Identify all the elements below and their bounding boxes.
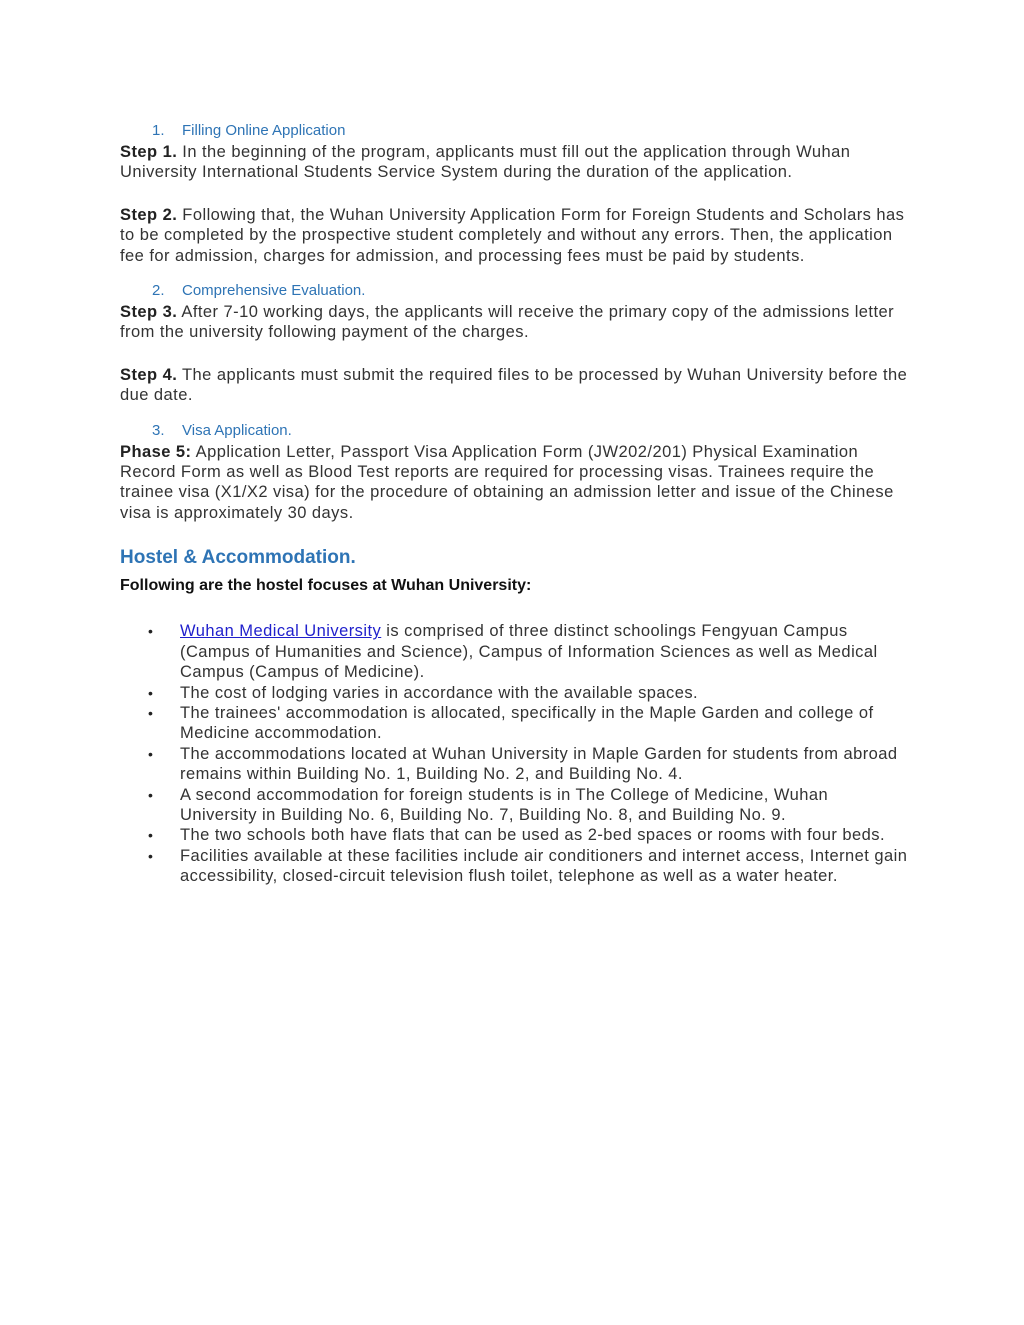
step-2-paragraph bbox=[120, 205, 910, 266]
list-item bbox=[120, 703, 910, 744]
wuhan-medical-university-link[interactable]: Wuhan Medical University bbox=[180, 622, 382, 641]
phase-text: Application Letter, Passport Visa Application Form (JW202/201) Physical Examination Record Form as well as Blood Test reports are required for processing visas. Trainees require the trainee visa (X1/X2 visa) for the procedure of obtaining an admission letter and issue of the Chinese visa is approximately 30 days. bbox=[120, 442, 894, 522]
step-4-paragraph bbox=[120, 365, 910, 406]
bullet-icon: • bbox=[148, 623, 154, 640]
list-item-text: A second accommodation for foreign students is in The College of Medicine, Wuhan University in Building No. 6, Building No. 7, Building No. 8, and Building No. 9. bbox=[180, 785, 829, 824]
heading-text: Visa Application. bbox=[182, 421, 292, 439]
list-item bbox=[120, 785, 910, 826]
step-text: After 7-10 working days, the applicants will receive the primary copy of the admissions letter from the university following payment of the charges. bbox=[120, 303, 895, 342]
step-label: Step 1. bbox=[120, 143, 178, 161]
hostel-subheading: Following are the hostel focuses at Wuhan University: bbox=[120, 577, 532, 595]
spacer bbox=[120, 523, 910, 545]
spacer bbox=[120, 406, 910, 420]
list-item-text: The two schools both have flats that can be used as 2-bed spaces or rooms with four beds. bbox=[180, 826, 886, 845]
bullet-icon: • bbox=[148, 786, 154, 803]
heading-text: Comprehensive Evaluation. bbox=[182, 282, 366, 300]
spacer bbox=[120, 183, 910, 205]
spacer bbox=[120, 343, 910, 365]
hostel-bullet-list bbox=[120, 621, 910, 886]
numbered-heading-2 bbox=[120, 280, 910, 302]
numbered-heading-3 bbox=[120, 420, 910, 442]
list-item bbox=[120, 846, 910, 887]
step-1-paragraph bbox=[120, 142, 910, 183]
hostel-section-title: Hostel & Accommodation. bbox=[120, 547, 356, 569]
document-content bbox=[120, 120, 910, 887]
spacer bbox=[120, 266, 910, 280]
list-item-text: The cost of lodging varies in accordance with the available spaces. bbox=[180, 683, 699, 702]
heading-number: 3. bbox=[152, 421, 165, 439]
phase-label: Phase 5: bbox=[120, 442, 192, 461]
step-text: In the beginning of the program, applicants must fill out the application through Wuhan University International Students Service System during the duration of the application. bbox=[120, 143, 851, 182]
bullet-icon: • bbox=[148, 704, 154, 721]
list-item-text: The accommodations located at Wuhan University in Maple Garden for students from abroad remains within Building No. 1, Building No. 2, and Building No. 4. bbox=[180, 744, 898, 784]
heading-number: 1. bbox=[152, 122, 165, 139]
bullet-icon: • bbox=[148, 847, 154, 864]
bullet-icon: • bbox=[148, 745, 154, 762]
list-item-text: The trainees' accommodation is allocated, specifically in the Maple Garden and college of Medicine accommodation. bbox=[180, 703, 874, 743]
step-3-paragraph bbox=[120, 302, 910, 343]
list-item bbox=[120, 621, 910, 682]
step-label: Step 4. bbox=[120, 365, 178, 384]
step-text: Following that, the Wuhan University Application Form for Foreign Students and Scholars has to be completed by the prospective student completely and without any errors. Then, the application fee for admission, charges for admission, and processing fees must be paid by students. bbox=[120, 205, 905, 265]
list-item-text: Facilities available at these facilities include air conditioners and internet access, Internet gain accessibility, closed-circuit television flush toilet, telephone as well as a water heater. bbox=[180, 846, 908, 886]
list-item bbox=[120, 825, 910, 845]
list-item-text: is comprised of three distinct schoolings Fengyuan Campus (Campus of Humanities and Science), Campus of Information Sciences as well as Medical Campus (Campus of Medicine). bbox=[180, 622, 878, 682]
bullet-icon: • bbox=[148, 827, 154, 844]
list-item bbox=[120, 744, 910, 785]
step-label: Step 3. bbox=[120, 303, 178, 322]
step-label: Step 2. bbox=[120, 205, 178, 224]
list-item bbox=[120, 683, 910, 703]
bullet-icon: • bbox=[148, 684, 154, 701]
heading-text: Filling Online Application bbox=[182, 122, 346, 139]
step-text: The applicants must submit the required files to be processed by Wuhan University before the due date. bbox=[120, 365, 908, 405]
numbered-heading-1 bbox=[120, 120, 910, 142]
phase-5-paragraph bbox=[120, 442, 910, 524]
heading-number: 2. bbox=[152, 282, 165, 300]
